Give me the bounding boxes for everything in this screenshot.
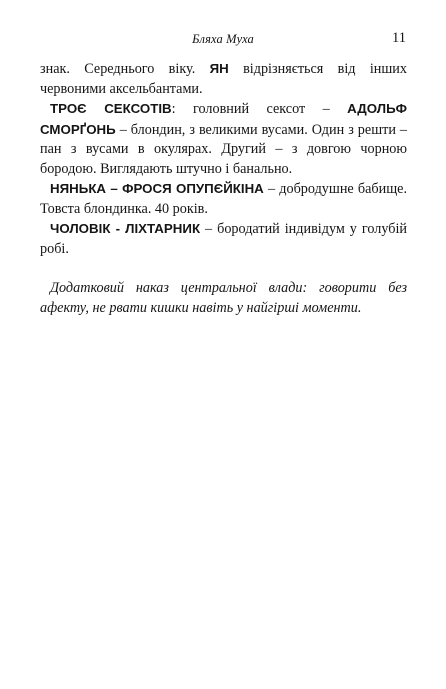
paragraph-nanny xyxy=(40,179,407,219)
text-run: – блондин, з великими вусами. Один з решти – пан з вусами в окулярах. Другий – з довгою чорною бородою. Виглядають штучно і банально. xyxy=(40,121,407,177)
page-body xyxy=(40,59,407,318)
character-name-adolf: АДОЛЬФ СМОРҐОНЬ xyxy=(40,101,407,137)
text-run: знак. Середнього віку. xyxy=(40,61,210,77)
running-title: Бляха Муха xyxy=(192,32,254,46)
text-run: – бородатий індивідум у голубій робі. xyxy=(40,221,407,257)
page-number: 11 xyxy=(392,30,406,46)
text-run: відрізняється від інших червоними аксельбантами. xyxy=(40,61,407,97)
character-name-nanny: НЯНЬКА – ФРОСЯ ОПУПЄЙКІНА xyxy=(50,181,264,196)
paragraph-yan-description xyxy=(40,59,407,99)
paragraph-lamplighter xyxy=(40,219,407,259)
paragraph-three-informers xyxy=(40,99,407,179)
text-run: : головний сексот – xyxy=(171,101,348,117)
character-group-informers: ТРОЄ СЕКСОТІВ xyxy=(50,101,172,116)
stage-direction-note: Додатковий наказ центральної влади: говорити без афекту, не рвати кишки навіть у найгірші моменти. xyxy=(40,280,407,316)
page-header xyxy=(20,30,426,50)
character-name-yan: ЯН xyxy=(209,61,229,76)
text-run: – добродушне бабище. Товста блондинка. 40 років. xyxy=(40,181,407,217)
character-name-lamplighter: ЧОЛОВІК - ЛІХТАРНИК xyxy=(50,221,201,236)
